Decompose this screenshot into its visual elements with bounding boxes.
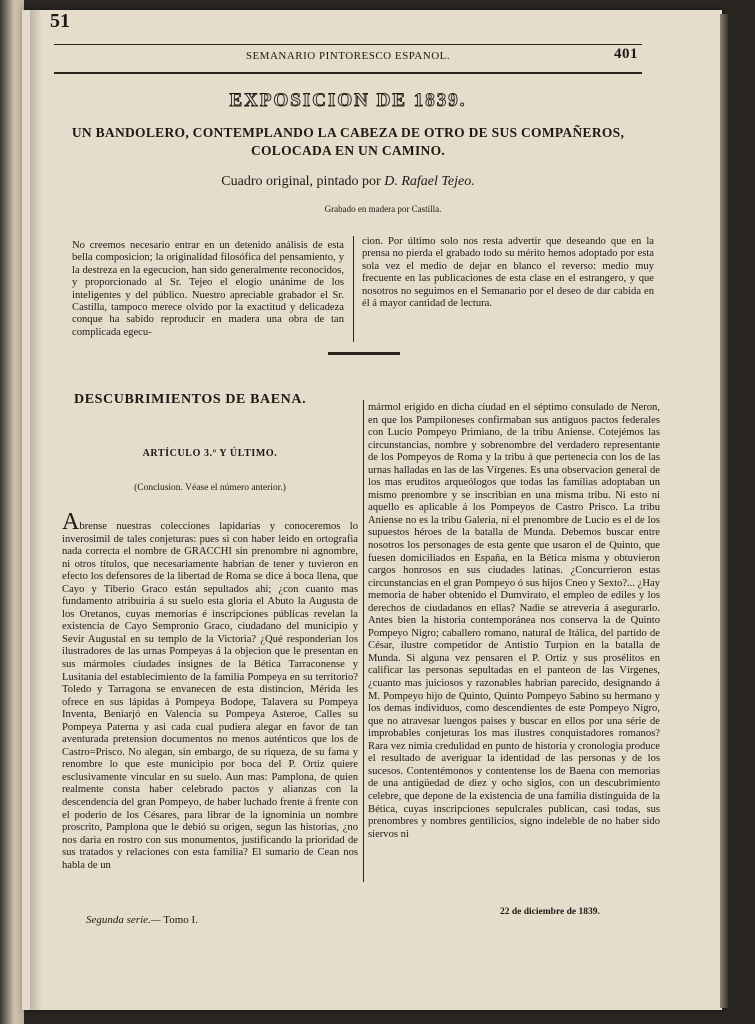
tomo-label: Tomo I. bbox=[163, 914, 198, 926]
article-title: DESCUBRIMIENTOS DE BAENA. bbox=[74, 392, 307, 407]
page-edge bbox=[720, 14, 728, 1008]
article-column-rule bbox=[363, 400, 364, 882]
subtitle-line-1: UN BANDOLERO, CONTEMPLANDO LA CABEZA DE OTRO DE SUS COMPAÑEROS, bbox=[71, 125, 625, 140]
painting-credit bbox=[54, 174, 642, 190]
header-top-rule bbox=[54, 44, 642, 45]
page-number: 401 bbox=[614, 46, 638, 62]
series-label: Segunda serie.— bbox=[86, 914, 161, 926]
exposition-title: EXPOSICION DE 1839. bbox=[229, 90, 467, 111]
header-rule bbox=[54, 72, 642, 74]
conclusion-note: (Conclusion. Véase el número anterior.) bbox=[134, 483, 286, 493]
engraver-credit: Grabado en madera por Castilla. bbox=[324, 204, 442, 214]
intro-right-column: cion. Por último solo nos resta advertir que deseando que en la prensa no pierda el grabado todo su mérito hemos adoptado por esta sola vez el medio de dejar en blanco el reverso: medio muy frecuente en las publicaciones de esta clase en el estrangero, y que nosotros no seguimos en el Semanario por el deseo de dar cabida en él á mayor cantidad de lectura. bbox=[362, 236, 654, 310]
article-left-text: brense nuestras colecciones lapidarias y conoceremos lo inverosimil de tales conjeturas: pues si con haber leido en ortografia nada correcta el nombre de GRACCHI sin prenombre ni agnombre, ni otros títulos, que necesariamente habrian de tener y tuvieron en efecto los defensores de la libertad de Roma se dice á boca llena, que Cayo y Tiberio Graco están sepultados ahí; ¿con cuanto mas fundamento atribuiria á su suelo esta gloria el Abuto la Augusta de los Oretanos, cuyas memorias é inscripciones públicas revelan la existencia de Cayo Sempronio Graco, ciudadano del municipio y Sevir Augustal en su templo de la Victoria? ¿Qué responderian los ilustradores de las urnas Pompeyas á la objecion que le presentan en sus mármoles ciudades insignes de la Bética Tarraconense y Lusitania del establecimiento de la familia Pompeya en su territorio? Toledo y Tarragona se envanecen de esta distincion, Mérida les ofrece en sus lápidas á Pompeya Bodope, Talavera su Pompeya Inventa, Beniarjó en Valencia su Pompeya Asteroe, Calles su Pompeya Paterna y asi cada cual pudiera alegar en favor de tan aventurada pretension documentos no menos auténticos que los de Castro=Prisco. No alegan, sin embargo, de su riqueza, de su fama y renombre lo que este municipio por boca del P. Ortiz quiere esclusivamente vincular en su suelo. Aun mas: Pamplona, de quien realmente consta haber celebrado pactos y alianzas con la descendencia del gran Pompeyo, de haber luchado frente á frente con el poderio de los Césares, para librar de la ignominia un nombre proscrito, Pamplona que le debió su origen, segun las historias, ¿no nos daria en rostro con sus monumentos, justificando la prioridad de sus tratados y relaciones con esta familia? El sumario de Cean nos habla de un bbox=[62, 521, 358, 871]
corner-page-number: 51 bbox=[50, 10, 70, 32]
page-fold-shadow bbox=[30, 10, 42, 1010]
article-left-column bbox=[62, 509, 358, 872]
running-title: SEMANARIO PINTORESCO ESPANOL. bbox=[245, 50, 451, 62]
subtitle-line-2: COLOCADA EN UN CAMINO. bbox=[250, 143, 446, 158]
intro-column-rule bbox=[353, 236, 354, 342]
article-part: ARTÍCULO 3.º Y ÚLTIMO. bbox=[142, 448, 278, 459]
page-footer bbox=[86, 914, 198, 926]
running-header bbox=[54, 46, 642, 72]
article-right-column: mármol erigido en dicha ciudad en el séptimo consulado de Neron, en que los Pampiloneses confirmaban sus antiguos pactos federales con Lucio Pompeyo Primiano, de la tribu Aniense. Cotejémos las circunstancias, nombre y sobrenombre del verdadero representante de los Pompeyos de Roma y la tribu á que pertenecia con los de las urnas halladas en las de las Vírgenes. Es una observacion general de los mas eruditos arqueólogos que todas las familias adoptaban un mismo prenombre y se inscribian en una misma tribu. Ni esto ni aquello es aplicable á los Pompeyos de Castro Prisco. La tribu Aniense no es la tribu Galeria, ni el prenombre de Lucio es el de los supuestos héroes de la batalla de Munda. Debemos buscar entre nosotros los personages de esta gente que usaron el de Quinto, que fuesen domiciliados en España, en la Bética misma y obtuvieron cargos honrosos en sus ciudades latinas. ¿Concurrieron estas circunstancias en el gran Pompeyo ó sus hijos Cneo y Sexto?... ¿Hay memoria de haber obtenido el Dumvirato, el empleo de ediles y los derechos de ciudadanos en ellas? Nadie se atreveria á asegurarlo. Antes bien la historia contemporánea nos conserva la de Quinto Pompeyo Nigro; caballero romano, natural de Itálica, del partido de César, ilustre competidor de Antistio Turpion en la batalla de Munda. Si alguna vez pensaren el P. Ortiz y sus prosélitos en calificar las personas sepultadas en el panteon de las Vírgenes, ¿cuanto mas juiciosos y razonables habrian parecido, designando á M. Pompeyo hijo de Quinto, Quinto Pompeyo Sabino su hermano y los demas individuos, como descendientes de este Pompeyo Nigro, que no atravesar luengos paises y buscar en ellos por una série de improbables conjeturas los mas ilustres conquistadores romanos? Rara vez nimia credulidad en punto de historia y cronologia produce el resultado de averiguar la identidad de las personas y de los sucesos. Contentémonos y contentense los de Baena con memorias de una antigüedad de diez y ocho siglos, con un descubrimiento celebre, que depone de la existencia de una familia distinguida de la Bética, cuyas inscripciones sepulcrales publican, casi todas, sus prenombres y nombres gentilicios, signo indeleble de no haber sido siervos ni bbox=[368, 402, 660, 840]
drop-cap: A bbox=[62, 509, 80, 535]
exposition-subtitle bbox=[54, 124, 642, 160]
intro-left-column: No creemos necesario entrar en un detenido análisis de esta bella composicion; la originalidad filosófica del pensamiento, y la destreza en la egecucion, han sido generalmente reconocidos, y proporcionado al Sr. Tejeo el elogio unánime de los inteligentes y del público. Nuestro apreciable grabador el Sr. Castilla, tampoco merece olvido por la exactitud y delicadeza conque ha sabido reproducir en madera una obra de tan complicada egecu- bbox=[72, 240, 344, 338]
article-date: 22 de diciembre de 1839. bbox=[500, 907, 600, 917]
binding-strip bbox=[0, 0, 24, 1024]
credit-prefix: Cuadro original, pintado por bbox=[221, 174, 381, 189]
credit-author: D. Rafael Tejeo. bbox=[384, 174, 475, 189]
section-separator bbox=[328, 352, 400, 355]
